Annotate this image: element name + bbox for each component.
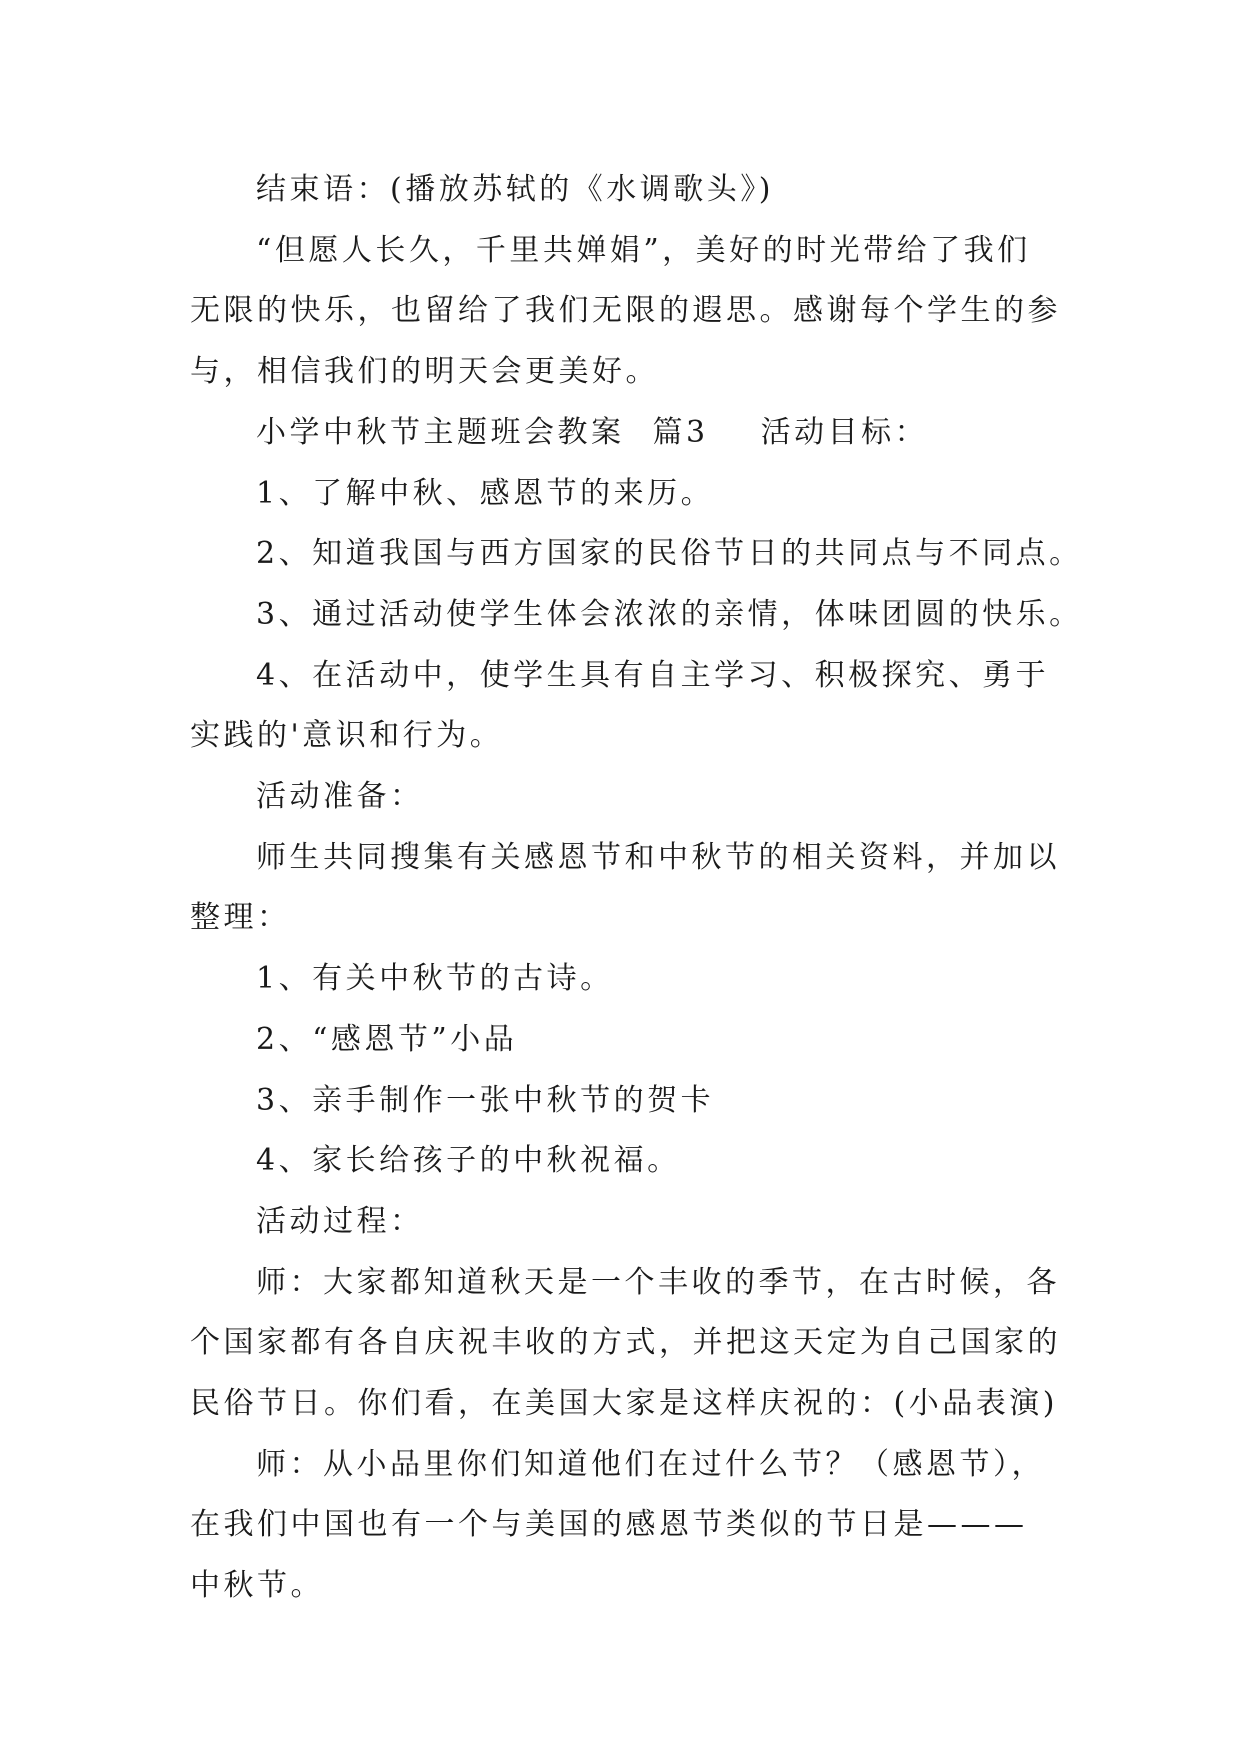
preparation-heading bbox=[190, 767, 1090, 828]
text-line: 活动过程： bbox=[256, 1203, 424, 1239]
text-line: “但愿人长久，千里共婵娟”，美好的时光带给了我们 bbox=[256, 232, 1031, 268]
poem-quote-paragraph bbox=[190, 221, 1090, 282]
goal-item-1 bbox=[190, 464, 1090, 525]
text-line: 1、有关中秋节的古诗。 bbox=[256, 961, 614, 997]
text-line: 2、知道我国与西方国家的民俗节日的共同点与不同点。 bbox=[256, 536, 1083, 572]
text-line: 3、通过活动使学生体会浓浓的亲情，体味团圆的快乐。 bbox=[256, 596, 1083, 632]
poem-quote-continuation bbox=[190, 342, 1090, 403]
teacher-speech-2-continuation bbox=[190, 1495, 1090, 1556]
section-heading bbox=[190, 403, 1090, 464]
text-line: 师：从小品里你们知道他们在过什么节？（感恩节）， bbox=[256, 1446, 1045, 1482]
text-line: 整理： bbox=[190, 900, 291, 936]
preparation-item-3 bbox=[190, 1071, 1090, 1132]
text-line: 无限的快乐，也留给了我们无限的遐思。感谢每个学生的参 bbox=[190, 293, 1061, 329]
text-line: 结束语：(播放苏轼的《水调歌头》) bbox=[256, 172, 774, 207]
preparation-item-1 bbox=[190, 949, 1090, 1010]
preparation-paragraph bbox=[190, 828, 1090, 889]
closing-remark bbox=[190, 160, 1090, 221]
preparation-item-2 bbox=[190, 1010, 1090, 1071]
goal-item-4-continuation bbox=[190, 706, 1090, 767]
teacher-speech-1-continuation bbox=[190, 1313, 1090, 1374]
goal-item-4 bbox=[190, 646, 1090, 707]
text-line: 与，相信我们的明天会更美好。 bbox=[190, 354, 659, 390]
teacher-speech-1 bbox=[190, 1253, 1090, 1314]
goal-item-2 bbox=[190, 524, 1090, 585]
text-line: 4、在活动中，使学生具有自主学习、积极探究、勇于 bbox=[256, 657, 1050, 693]
activity-goals-label: 活动目标： bbox=[760, 414, 929, 450]
text-line: 中秋节。 bbox=[190, 1568, 324, 1604]
text-line: 民俗节日。你们看，在美国大家是这样庆祝的：(小品表演) bbox=[190, 1386, 1058, 1422]
text-line: 2、“感恩节”小品 bbox=[256, 1021, 518, 1057]
text-line: 4、家长给孩子的中秋祝福。 bbox=[256, 1143, 681, 1179]
poem-quote-continuation bbox=[190, 281, 1090, 342]
preparation-continuation bbox=[190, 888, 1090, 949]
text-line: 3、亲手制作一张中秋节的贺卡 bbox=[256, 1082, 715, 1118]
process-heading bbox=[190, 1192, 1090, 1253]
text-line: 个国家都有各自庆祝丰收的方式，并把这天定为自己国家的 bbox=[190, 1325, 1061, 1361]
text-line: 在我们中国也有一个与美国的感恩节类似的节日是——— bbox=[190, 1507, 1028, 1543]
text-line: 活动准备： bbox=[256, 779, 424, 815]
section-title: 小学中秋节主题班会教案 bbox=[256, 414, 625, 450]
text-line: 1、了解中秋、感恩节的来历。 bbox=[256, 475, 715, 511]
goal-item-3 bbox=[190, 585, 1090, 646]
teacher-speech-2 bbox=[190, 1435, 1090, 1496]
teacher-speech-2-continuation bbox=[190, 1556, 1090, 1617]
preparation-item-4 bbox=[190, 1131, 1090, 1192]
teacher-speech-1-continuation bbox=[190, 1374, 1090, 1435]
text-line: 师：大家都知道秋天是一个丰收的季节，在古时候，各 bbox=[256, 1264, 1060, 1300]
text-line: 实践的'意识和行为。 bbox=[190, 718, 504, 754]
document-body bbox=[190, 160, 1090, 1617]
section-number: 篇3 bbox=[652, 414, 709, 450]
text-line: 师生共同搜集有关感恩节和中秋节的相关资料，并加以 bbox=[256, 839, 1060, 875]
